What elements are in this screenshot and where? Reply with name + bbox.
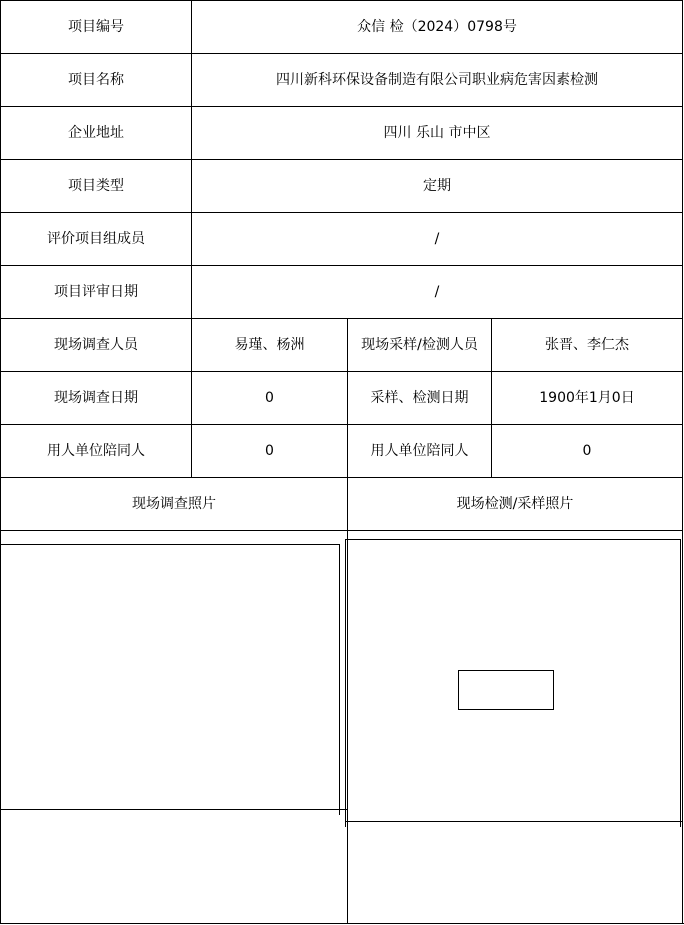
label-project-type: 项目类型 <box>68 178 124 194</box>
label-review-date: 项目评审日期 <box>54 284 138 300</box>
value-survey-staff: 易瑾、杨洲 <box>234 337 305 353</box>
value-company-address: 四川 乐山 市中区 <box>383 125 491 141</box>
frame-edge <box>680 821 681 827</box>
value-company-escort-right: 0 <box>582 443 592 459</box>
grid-line <box>0 923 684 924</box>
label-sampling-staff: 现场采样/检测人员 <box>361 337 478 353</box>
value-evaluation-team: / <box>434 231 440 247</box>
value-company-escort-left: 0 <box>265 443 274 459</box>
grid-line <box>682 0 683 924</box>
value-project-number: 众信 检（2024）0798号 <box>357 19 517 35</box>
label-project-number: 项目编号 <box>68 19 124 35</box>
label-evaluation-team: 评价项目组成员 <box>47 231 145 247</box>
label-company-escort-right: 用人单位陪同人 <box>370 443 469 459</box>
label-company-escort-left: 用人单位陪同人 <box>47 443 145 459</box>
value-project-type: 定期 <box>423 178 451 194</box>
label-project-name: 项目名称 <box>68 72 124 88</box>
value-review-date: / <box>434 284 440 300</box>
frame-edge <box>345 821 346 827</box>
value-sampling-date: 1900年1月0日 <box>539 390 635 406</box>
label-sampling-date: 采样、检测日期 <box>370 390 469 406</box>
value-survey-date: 0 <box>265 390 274 406</box>
label-survey-staff: 现场调查人员 <box>54 337 138 353</box>
label-company-address: 企业地址 <box>68 125 124 141</box>
value-project-name: 四川新科环保设备制造有限公司职业病危害因素检测 <box>276 72 598 88</box>
frame-edge <box>339 809 340 815</box>
image-placeholder-box <box>458 670 554 710</box>
survey-photo-placeholder <box>0 544 340 810</box>
sampling-photos-header: 现场检测/采样照片 <box>456 496 574 512</box>
survey-photos-header: 现场调查照片 <box>132 496 216 512</box>
label-survey-date: 现场调查日期 <box>54 390 138 406</box>
value-sampling-staff: 张晋、李仁杰 <box>545 337 629 353</box>
grid-line <box>0 530 683 531</box>
